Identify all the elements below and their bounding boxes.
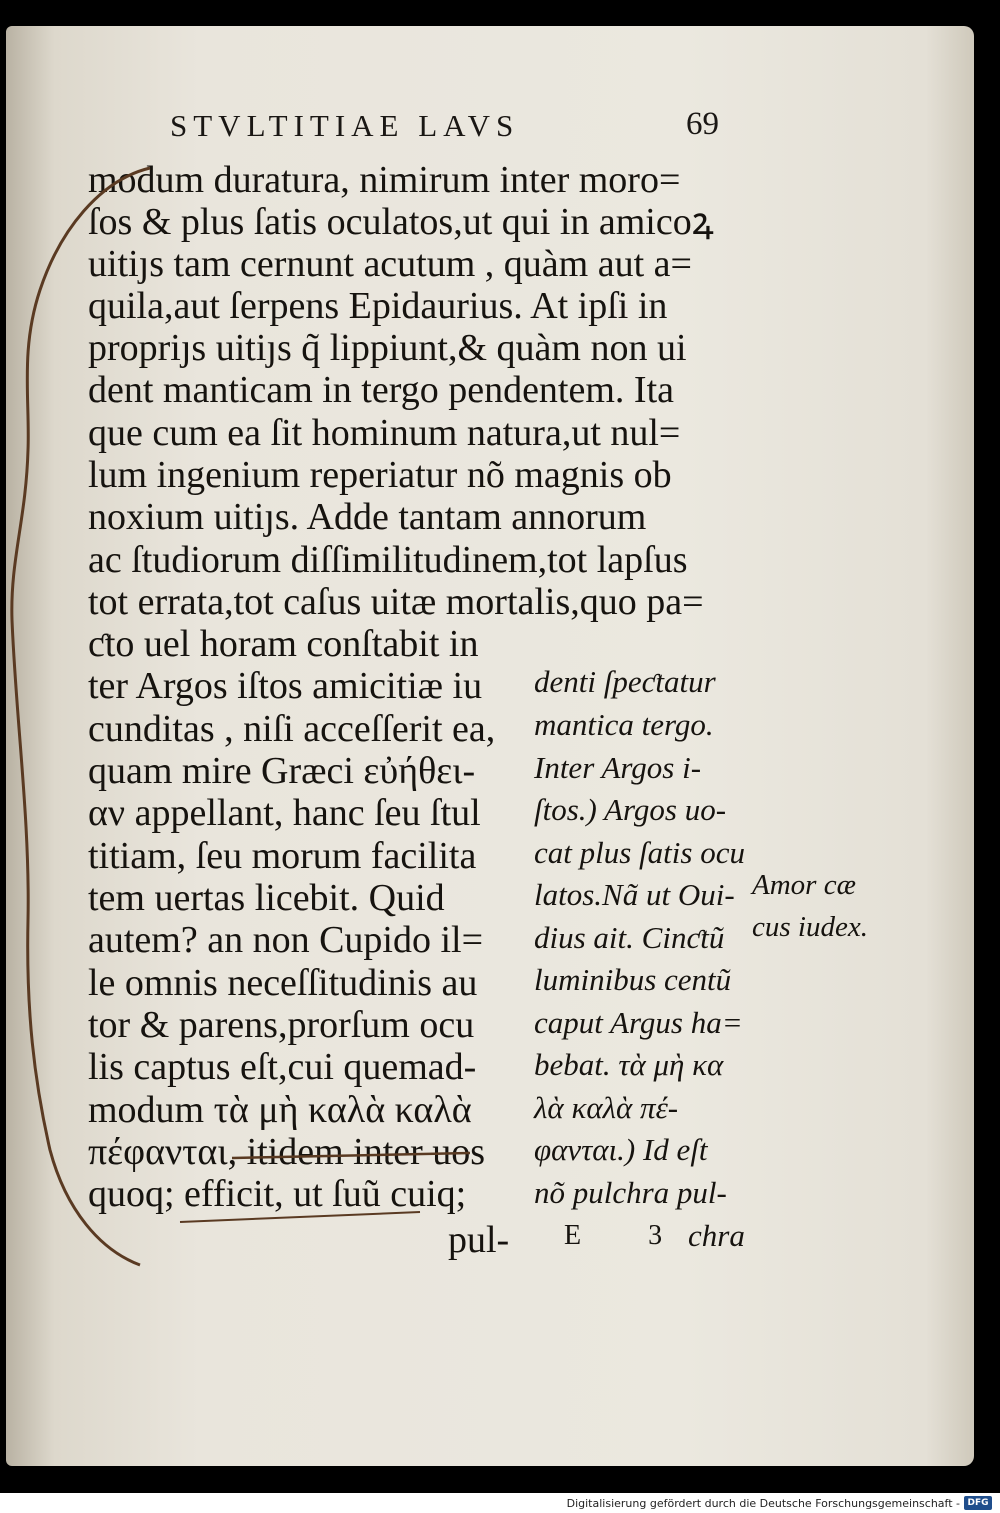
signature-mark: E 3 [564,1220,693,1251]
text-line: que cum ea ſit hominum natura,ut nul= [88,412,681,454]
text-line: quoq; efficit, ut ſuũ cuiq; [88,1173,467,1215]
text-line: quila,aut ſerpens Epidaurius. At ipſi in [88,285,668,327]
gloss-line: cat plus ſatis ocu [534,835,745,870]
text-line: ſos & plus ſatis oculatos,ut qui in amicoꝝ [88,201,714,243]
gloss-line: λὰ καλὰ πέ- [534,1090,679,1125]
gloss-line: caput Argus ha= [534,1005,743,1040]
gloss-line: dius ait. Cinƈtũ [534,920,725,955]
footer-credit: Digitalisierung gefördert durch die Deutsche Forschungsgemeinschaft - [566,1497,960,1510]
text-line: lum ingenium reperiatur nõ magnis ob [88,454,672,496]
text-line: le omnis neceſſitudinis au [88,962,478,1004]
text-line: autem? an non Cupido il= [88,919,484,961]
text-line: lis captus eſt,cui quemad- [88,1046,477,1088]
side-note-line: Amor cæ [752,869,856,901]
text-line: tor & parens,prorſum ocu [88,1004,475,1046]
text-line: αν appellant, hanc ſeu ſtul [88,792,481,834]
side-note-line: cus iudex. [752,911,868,943]
text-line: cunditas , niſi acceſſerit ea, [88,708,496,750]
text-line: ƈto uel horam conſtabit in [88,623,479,665]
text-line: propriȷs uitiȷs q̃ lippiunt,& quàm non ui [88,327,687,369]
text-line: tem uertas licebit. Quid [88,877,445,919]
dfg-logo-icon: DFG [964,1496,992,1510]
text-line: tot errata,tot caſus uitæ mortalis,quo pa= [88,581,704,623]
gloss-line: latos.Nã ut Oui- [534,877,735,912]
text-line: modum τὰ μὴ καλὰ καλὰ [88,1089,472,1131]
gloss-line: nõ pulchra pul- [534,1175,727,1210]
gloss-line: ſtos.) Argos uo- [534,792,727,827]
gloss-line: Inter Argos i- [534,750,702,785]
gloss-line: φανται.) Id eſt [534,1132,708,1167]
gloss-line: bebat. τὰ μὴ κα [534,1047,724,1082]
text-line: ac ſtudiorum diſſimilitudinem,tot lapſus [88,539,688,581]
catchword: pul- [448,1219,510,1261]
text-line: ter Argos iſtos amicitiæ iu [88,665,483,707]
text-line: dent manticam in tergo pendentem. Ita [88,369,674,411]
text-line: noxium uitiȷs. Adde tantam annorum [88,496,647,538]
text-line: πέφανται, itidem inter uos [88,1131,486,1173]
text-line: modum duratura, nimirum inter moro= [88,159,681,201]
text-line: titiam, ſeu morum facilita [88,835,477,877]
text-line: uitiȷs tam cernunt acutum , quàm aut a= [88,243,692,285]
gloss-line: denti ſpeƈtatur [534,664,716,699]
gloss-line: mantica tergo. [534,707,714,742]
gloss-catchword: chra [688,1218,745,1253]
gloss-line: luminibus centũ [534,962,732,997]
text-line: quam mire Græci εὐήθει- [88,750,476,792]
page-number: 69 [686,106,719,142]
running-title: STVLTITIAE LAVS [170,108,520,143]
